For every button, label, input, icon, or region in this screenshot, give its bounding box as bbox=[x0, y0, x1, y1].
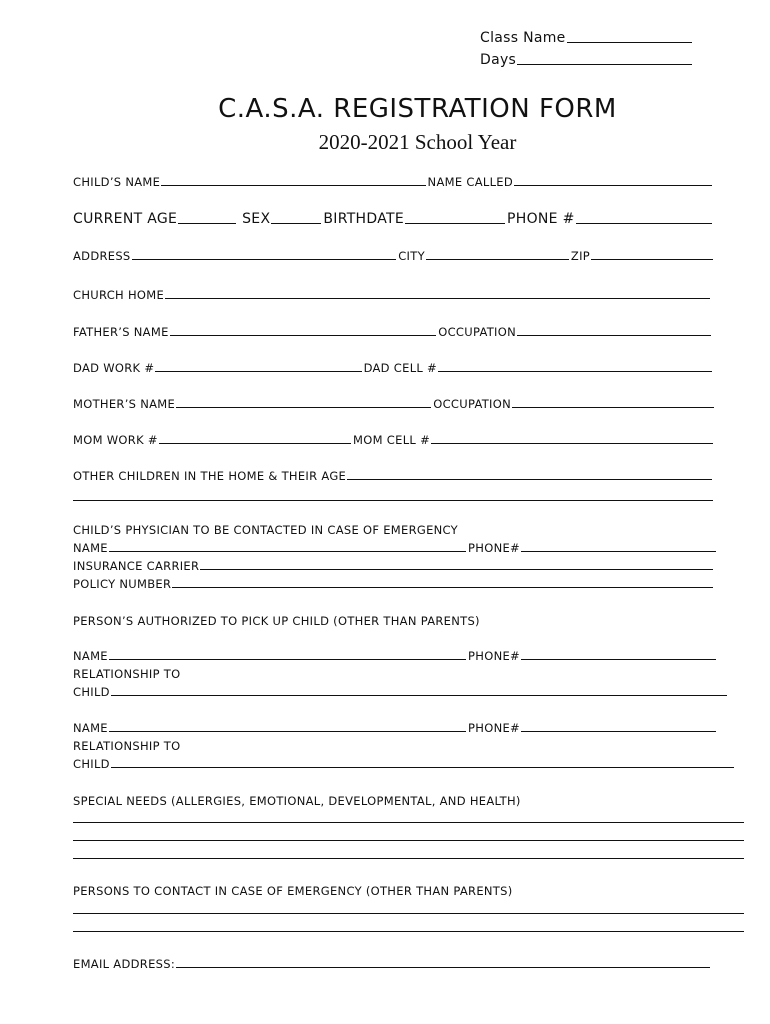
days-blank[interactable] bbox=[517, 64, 692, 65]
childs-name-label: CHILD’S NAME bbox=[73, 175, 161, 189]
mother-occupation-blank[interactable] bbox=[512, 407, 714, 408]
other-children-label: OTHER CHILDREN IN THE HOME & THEIR AGE bbox=[73, 469, 347, 483]
name-called-blank[interactable] bbox=[514, 185, 712, 186]
age-sex-birthdate-row bbox=[73, 211, 714, 227]
class-name-blank[interactable] bbox=[567, 42, 692, 43]
other-children-blank-2[interactable] bbox=[73, 500, 713, 501]
dad-work-label: DAD WORK # bbox=[73, 361, 155, 375]
physician-phone-blank[interactable] bbox=[521, 551, 716, 552]
pickup-2-name-label: NAME bbox=[73, 721, 108, 735]
physician-phone-label: PHONE# bbox=[468, 541, 520, 555]
fathers-name-blank[interactable] bbox=[170, 335, 437, 336]
address-label: ADDRESS bbox=[73, 249, 131, 263]
pickup-1-name-row bbox=[73, 649, 718, 663]
pickup-1-phone-blank[interactable] bbox=[521, 659, 716, 660]
pickup-1-child-blank[interactable] bbox=[111, 695, 727, 696]
sex-blank[interactable] bbox=[271, 223, 321, 224]
name-called-label: NAME CALLED bbox=[427, 175, 513, 189]
childs-name-blank[interactable] bbox=[161, 185, 425, 186]
father-occupation-label: OCCUPATION bbox=[438, 325, 516, 339]
address-row bbox=[73, 249, 715, 263]
pickup-2-phone-label: PHONE# bbox=[468, 721, 520, 735]
class-name-label: Class Name bbox=[480, 30, 566, 46]
pickup-2-child-row bbox=[73, 757, 736, 771]
emergency-contacts-line-1[interactable] bbox=[73, 913, 744, 914]
school-year-subtitle: 2020-2021 School Year bbox=[318, 130, 517, 154]
emergency-contacts-line-2[interactable] bbox=[73, 931, 744, 932]
mother-occupation-label: OCCUPATION bbox=[433, 397, 511, 411]
fathers-name-label: FATHER’S NAME bbox=[73, 325, 169, 339]
phone-label: PHONE # bbox=[507, 211, 575, 227]
pickup-2-relationship-label: RELATIONSHIP TO bbox=[73, 739, 181, 753]
physician-name-blank[interactable] bbox=[109, 551, 466, 552]
pickup-2-child-blank[interactable] bbox=[111, 767, 734, 768]
special-needs-line-3[interactable] bbox=[73, 858, 744, 859]
mothers-name-label: MOTHER’S NAME bbox=[73, 397, 176, 411]
mothers-name-row bbox=[73, 397, 716, 411]
current-age-label: CURRENT AGE bbox=[73, 211, 178, 227]
physician-heading: CHILD’S PHYSICIAN TO BE CONTACTED IN CASE OF EMERGENCY bbox=[73, 523, 459, 537]
mom-cell-blank[interactable] bbox=[431, 443, 713, 444]
pickup-2-child-label: CHILD bbox=[73, 757, 110, 771]
dad-work-blank[interactable] bbox=[155, 371, 361, 372]
physician-name-row bbox=[73, 541, 718, 555]
mom-cell-label: MOM CELL # bbox=[353, 433, 430, 447]
insurance-label: INSURANCE CARRIER bbox=[73, 559, 200, 573]
email-row bbox=[73, 957, 712, 971]
childs-name-row bbox=[73, 175, 714, 189]
dad-phone-row bbox=[73, 361, 714, 375]
pickup-1-name-blank[interactable] bbox=[109, 659, 466, 660]
pickup-2-name-row bbox=[73, 721, 718, 735]
other-children-blank[interactable] bbox=[347, 479, 712, 480]
zip-label: ZIP bbox=[570, 249, 590, 263]
email-blank[interactable] bbox=[176, 967, 710, 968]
fathers-name-row bbox=[73, 325, 713, 339]
pickup-1-child-label: CHILD bbox=[73, 685, 110, 699]
dad-cell-blank[interactable] bbox=[438, 371, 712, 372]
father-occupation-blank[interactable] bbox=[517, 335, 711, 336]
policy-label: POLICY NUMBER bbox=[73, 577, 172, 591]
address-blank[interactable] bbox=[132, 259, 397, 260]
policy-blank[interactable] bbox=[172, 587, 713, 588]
sex-label: SEX bbox=[242, 211, 271, 227]
zip-blank[interactable] bbox=[591, 259, 713, 260]
form-title: C.A.S.A. REGISTRATION FORM bbox=[218, 94, 617, 124]
pickup-2-name-blank[interactable] bbox=[109, 731, 466, 732]
pickup-1-phone-label: PHONE# bbox=[468, 649, 520, 663]
church-home-label: CHURCH HOME bbox=[73, 288, 165, 302]
physician-name-label: NAME bbox=[73, 541, 108, 555]
days-field bbox=[480, 52, 694, 68]
insurance-row bbox=[73, 559, 715, 573]
church-home-row bbox=[73, 288, 712, 302]
class-name-field bbox=[480, 30, 694, 46]
pickup-heading: PERSON’S AUTHORIZED TO PICK UP CHILD (OTHER THAN PARENTS) bbox=[73, 614, 480, 628]
phone-blank[interactable] bbox=[576, 223, 712, 224]
policy-row bbox=[73, 577, 715, 591]
pickup-1-name-label: NAME bbox=[73, 649, 108, 663]
mom-work-blank[interactable] bbox=[159, 443, 351, 444]
city-label: CITY bbox=[398, 249, 425, 263]
special-needs-line-1[interactable] bbox=[73, 822, 744, 823]
pickup-2-phone-blank[interactable] bbox=[521, 731, 716, 732]
birthdate-label: BIRTHDATE bbox=[323, 211, 405, 227]
emergency-contacts-heading: PERSONS TO CONTACT IN CASE OF EMERGENCY (OTHER THAN PARENTS) bbox=[73, 884, 513, 898]
mom-phone-row bbox=[73, 433, 715, 447]
church-home-blank[interactable] bbox=[165, 298, 710, 299]
dad-cell-label: DAD CELL # bbox=[363, 361, 437, 375]
pickup-1-child-row bbox=[73, 685, 729, 699]
city-blank[interactable] bbox=[426, 259, 569, 260]
insurance-blank[interactable] bbox=[200, 569, 713, 570]
email-label: EMAIL ADDRESS: bbox=[73, 957, 176, 971]
mothers-name-blank[interactable] bbox=[176, 407, 431, 408]
pickup-1-relationship-label: RELATIONSHIP TO bbox=[73, 667, 181, 681]
days-label: Days bbox=[480, 52, 517, 68]
special-needs-line-2[interactable] bbox=[73, 840, 744, 841]
other-children-row bbox=[73, 469, 714, 483]
mom-work-label: MOM WORK # bbox=[73, 433, 158, 447]
special-needs-heading: SPECIAL NEEDS (ALLERGIES, EMOTIONAL, DEVELOPMENTAL, AND HEALTH) bbox=[73, 794, 521, 808]
birthdate-blank[interactable] bbox=[405, 223, 505, 224]
current-age-blank[interactable] bbox=[178, 223, 236, 224]
